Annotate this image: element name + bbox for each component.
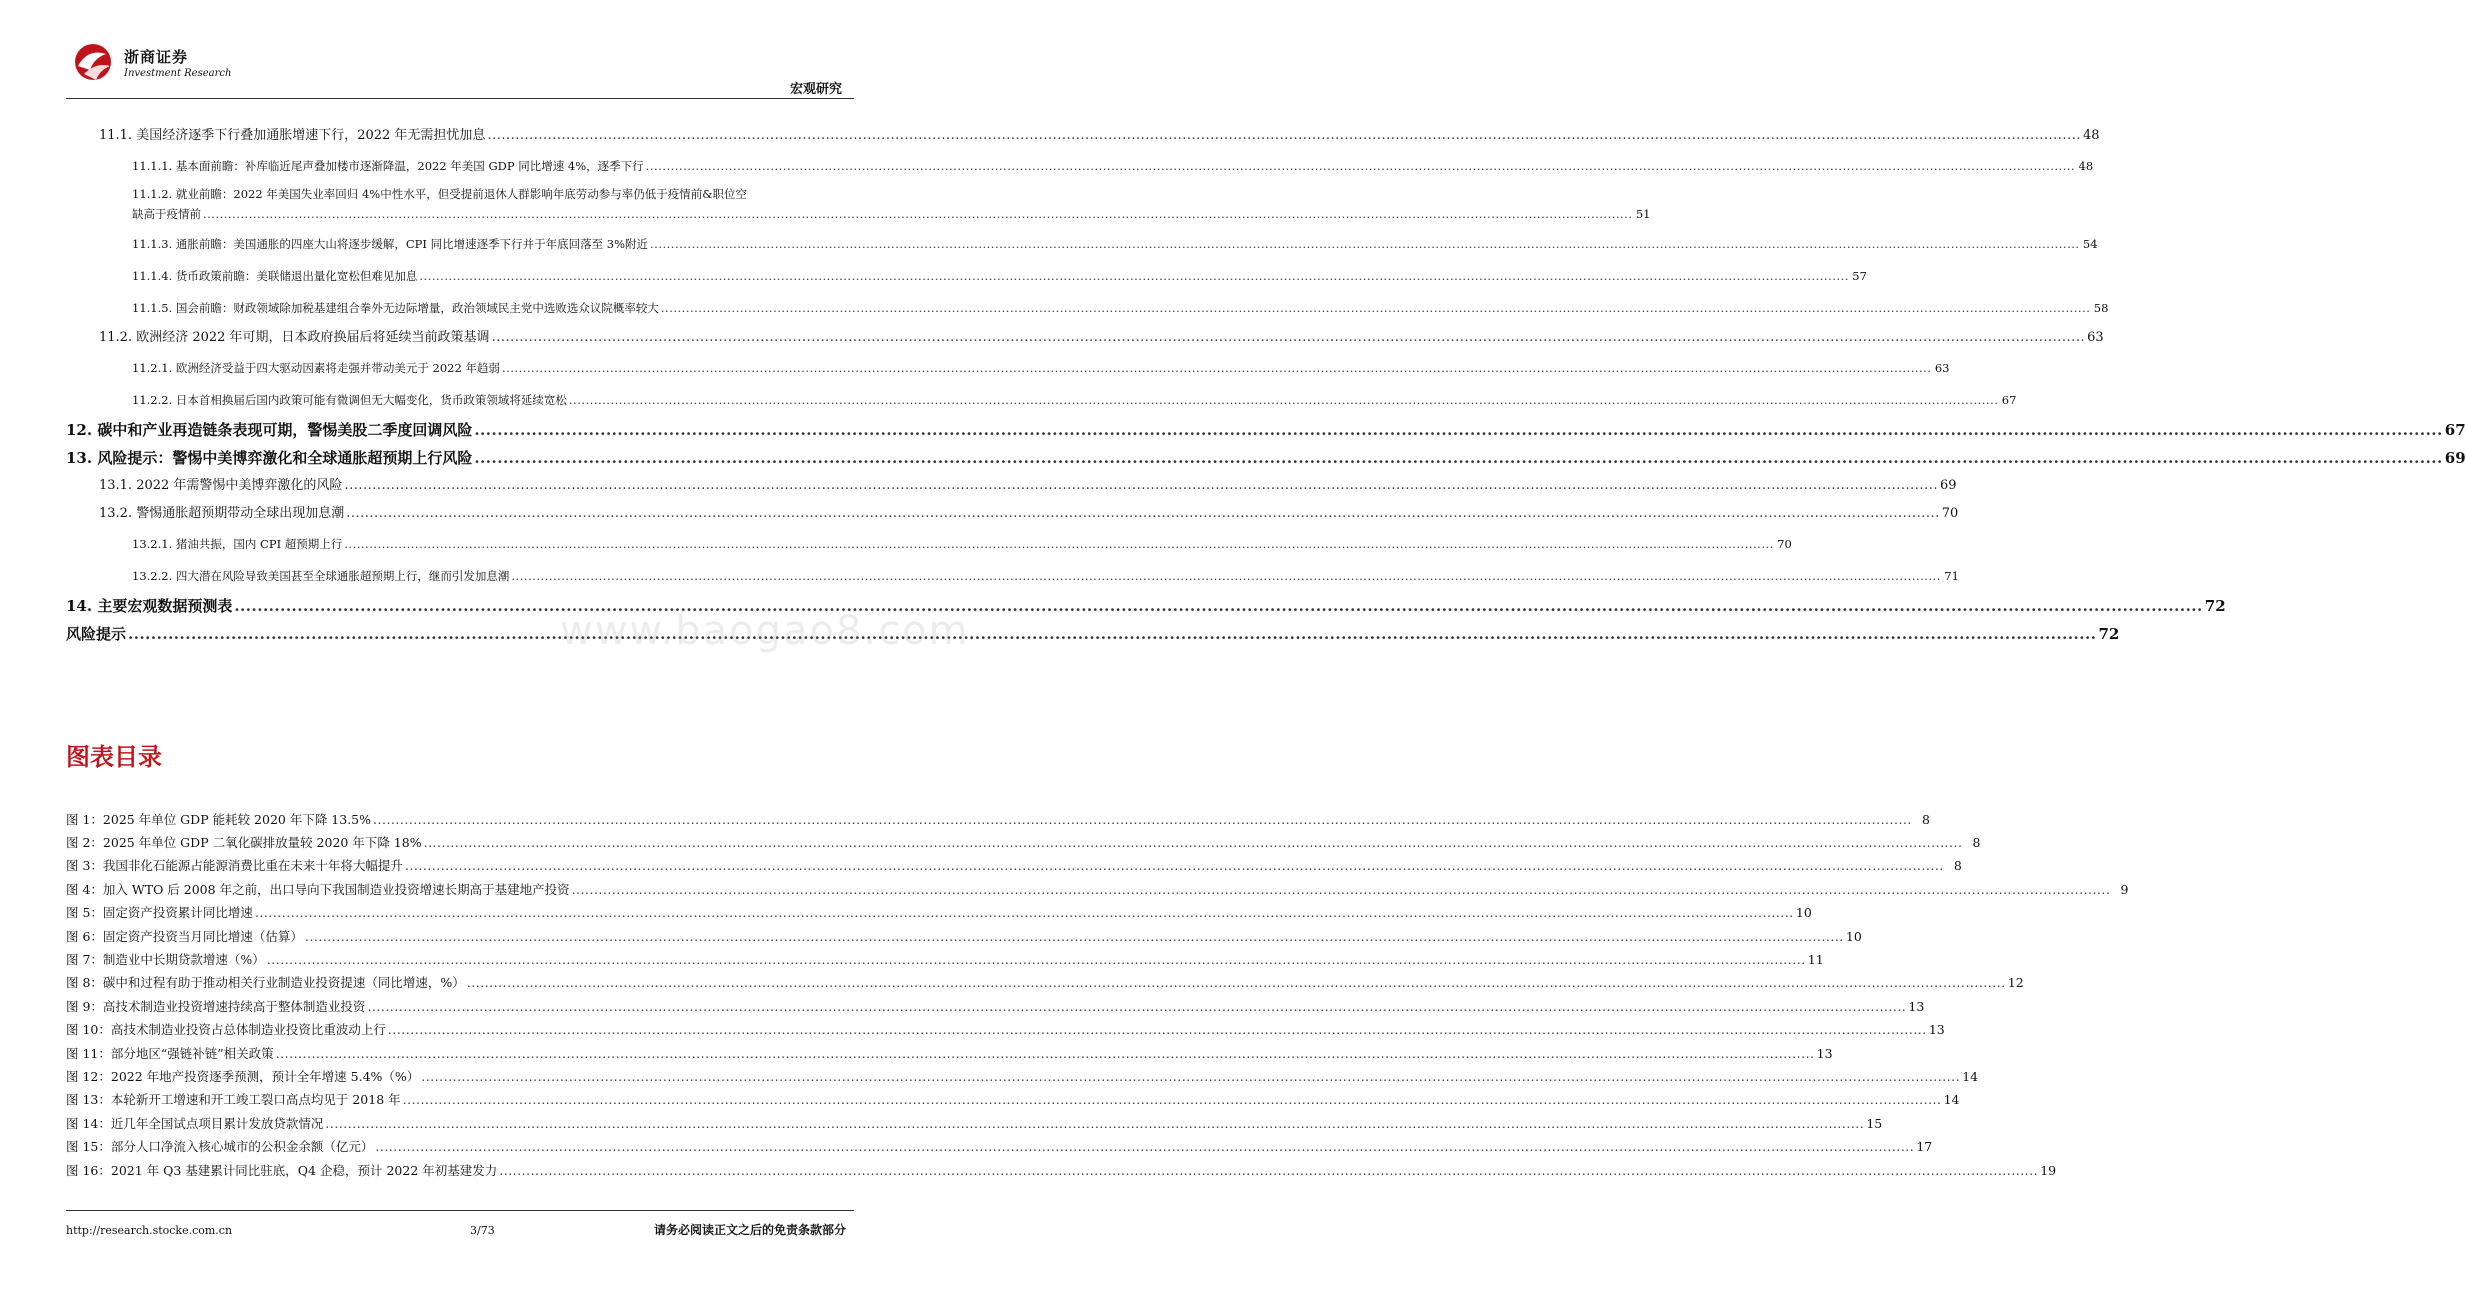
toc-entry-page: 48 bbox=[2082, 128, 2100, 143]
toc-entry-title: 11.2.1. 欧洲经济受益于四大驱动因素将走强并带动美元于 2022 年趋弱 bbox=[132, 361, 500, 375]
toc-entry-page: 14 bbox=[1943, 1092, 1960, 1108]
figure-entry[interactable] bbox=[66, 878, 2129, 901]
header-rule bbox=[66, 98, 854, 99]
toc-entry[interactable] bbox=[66, 228, 2098, 260]
footer-rule bbox=[66, 1210, 854, 1211]
leader-dots bbox=[650, 235, 2080, 253]
leader-dots bbox=[255, 904, 1794, 922]
leader-dots bbox=[373, 811, 1912, 829]
toc-entry-page: 57 bbox=[1852, 269, 1867, 283]
leader-dots bbox=[305, 928, 1844, 946]
figure-entry[interactable] bbox=[66, 995, 1925, 1018]
toc-entry-page: 67 bbox=[2444, 421, 2466, 439]
figure-entry[interactable] bbox=[66, 1042, 1833, 1065]
leader-dots bbox=[375, 1138, 1914, 1156]
toc-entry-page: 63 bbox=[1934, 361, 1950, 375]
toc-entry[interactable] bbox=[66, 184, 1651, 228]
toc-entry-page: 63 bbox=[2087, 330, 2104, 345]
toc-entry-page: 8 bbox=[1972, 835, 1981, 851]
footer-page-number: 3/73 bbox=[470, 1224, 495, 1237]
toc-entry-title: 图 2：2025 年单位 GDP 二氧化碳排放量较 2020 年下降 18% bbox=[66, 835, 422, 851]
toc-entry[interactable] bbox=[66, 416, 2466, 444]
toc-entry-title: 11.1.1. 基本面前瞻：补库临近尾声叠加楼市逐渐降温，2022 年美国 GDP 同比增速 4%，逐季下行 bbox=[132, 159, 644, 173]
leader-dots bbox=[646, 157, 2076, 175]
toc-entry-page: 10 bbox=[1845, 928, 1862, 944]
toc-entry-page: 13 bbox=[1816, 1045, 1833, 1061]
toc-entry-page: 19 bbox=[2040, 1162, 2057, 1178]
toc-entry-title: 13.2.1. 猪油共振，国内 CPI 超预期上行 bbox=[132, 537, 343, 551]
section-label: 宏观研究 bbox=[789, 82, 842, 97]
toc-entry-title: 13.2.2. 四大潜在风险导致美国甚至全球通胀超预期上行，继而引发加息潮 bbox=[132, 569, 510, 583]
toc-entry-page: 9 bbox=[2120, 881, 2129, 897]
toc-entry-title: 图 16：2021 年 Q3 基建累计同比驻底，Q4 企稳，预计 2022 年初基建发力 bbox=[66, 1162, 498, 1178]
leader-dots bbox=[344, 477, 1938, 495]
footer-url[interactable]: http://research.stocke.com.cn bbox=[66, 1224, 233, 1237]
toc-entry[interactable] bbox=[66, 560, 1959, 592]
leader-dots bbox=[511, 567, 1941, 585]
leader-dots bbox=[424, 834, 1963, 852]
toc-entry-title: 图 6：固定资产投资当月同比增速（估算） bbox=[66, 928, 303, 944]
leader-dots bbox=[499, 1162, 2038, 1180]
toc-entry-title: 图 5：固定资产投资累计同比增速 bbox=[66, 905, 253, 921]
toc-entry-page: 13 bbox=[1928, 1022, 1945, 1038]
figure-entry[interactable] bbox=[66, 808, 1930, 831]
toc-entry-title: 11.1.5. 国会前瞻：财政领域除加税基建组合拳外无边际增量，政治领域民主党中选败选众议院概率较大 bbox=[132, 301, 659, 315]
toc-entry-title: 11.2.2. 日本首相换届后国内政策可能有微调但无大幅变化，货币政策领域将延续宽松 bbox=[132, 393, 567, 407]
figure-entry[interactable] bbox=[66, 1019, 1945, 1042]
page-header bbox=[0, 0, 920, 100]
toc-entry-page: 58 bbox=[2093, 301, 2109, 315]
toc-entry[interactable] bbox=[66, 260, 1867, 292]
toc-entry-line2 bbox=[132, 204, 1651, 224]
toc-entry-title: 图 13：本轮新开工增速和开工竣工裂口高点均见于 2018 年 bbox=[66, 1092, 401, 1108]
figure-entry[interactable] bbox=[66, 925, 1862, 948]
stocke-logo-icon bbox=[68, 40, 118, 84]
toc-entry-title: 风险提示 bbox=[66, 625, 127, 643]
toc-entry-title: 12. 碳中和产业再造链条表现可期，警惕美股二季度回调风险 bbox=[66, 421, 473, 439]
toc-entry-title-cont: 缺高于疫情前 bbox=[132, 207, 201, 221]
toc-entry-page: 69 bbox=[2444, 449, 2466, 467]
figure-entry[interactable] bbox=[66, 1135, 1933, 1158]
toc-entry-title: 图 11：部分地区“强链补链”相关政策 bbox=[66, 1045, 274, 1061]
toc-entry-title: 图 1：2025 年单位 GDP 能耗较 2020 年下降 13.5% bbox=[66, 811, 372, 827]
toc-entry[interactable] bbox=[66, 122, 2100, 150]
toc-entry-page: 8 bbox=[1953, 858, 1962, 874]
brand-name: 浙商证券 bbox=[124, 48, 189, 66]
figure-entry[interactable] bbox=[66, 948, 1824, 971]
toc-entry-page: 70 bbox=[1941, 506, 1959, 521]
toc-entry-title: 13.1. 2022 年需警惕中美博弈激化的风险 bbox=[99, 478, 343, 493]
figure-entry[interactable] bbox=[66, 1112, 1883, 1135]
figure-entry[interactable] bbox=[66, 1065, 1979, 1088]
leader-dots bbox=[405, 857, 1944, 875]
toc-entry-page: 67 bbox=[2001, 393, 2017, 407]
toc-entry-page: 10 bbox=[1795, 905, 1812, 921]
figure-list bbox=[66, 808, 2129, 1182]
toc-entry-title: 11.1.4. 货币政策前瞻：美联储退出量化宽松但难见加息 bbox=[132, 269, 418, 283]
toc-entry-title: 图 7：制造业中长期贷款增速（%） bbox=[66, 952, 265, 968]
leader-dots bbox=[367, 998, 1906, 1016]
leader-dots bbox=[569, 391, 1999, 409]
toc-entry-title: 图 8：碳中和过程有助于推动相关行业制造业投资提速（同比增速，%） bbox=[66, 975, 465, 991]
toc-entry[interactable] bbox=[66, 528, 1792, 560]
footer-disclaimer: 请务必阅读正文之后的免责条款部分 bbox=[653, 1223, 846, 1237]
figures-title: 图表目录 bbox=[66, 743, 162, 771]
leader-dots bbox=[388, 1021, 1927, 1039]
toc-entry-title: 13.2. 警惕通胀超预期带动全球出现加息潮 bbox=[99, 506, 345, 521]
figure-entry[interactable] bbox=[66, 1159, 2057, 1182]
leader-dots bbox=[492, 329, 2086, 347]
figure-entry[interactable] bbox=[66, 855, 1962, 878]
leader-dots bbox=[467, 974, 2006, 992]
toc-entry[interactable] bbox=[66, 352, 1950, 384]
toc-entry-page: 48 bbox=[2078, 159, 2094, 173]
leader-dots bbox=[344, 535, 1774, 553]
toc-entry-title: 11.2. 欧洲经济 2022 年可期，日本政府换届后将延续当前政策基调 bbox=[99, 330, 490, 345]
figure-entry[interactable] bbox=[66, 1089, 1960, 1112]
toc-entry[interactable] bbox=[66, 384, 2017, 416]
toc-entry[interactable] bbox=[66, 472, 1957, 500]
toc-entry-page: 12 bbox=[2007, 975, 2024, 991]
figure-entry[interactable] bbox=[66, 972, 2024, 995]
toc-entry-page: 72 bbox=[2204, 597, 2226, 615]
leader-dots bbox=[325, 1115, 1864, 1133]
toc-entry-title: 13. 风险提示：警惕中美博弈激化和全球通胀超预期上行风险 bbox=[66, 449, 473, 467]
toc-entry-title: 图 4：加入 WTO 后 2008 年之前，出口导向下我国制造业投资增速长期高于基建地产投资 bbox=[66, 881, 570, 897]
leader-dots bbox=[474, 449, 2442, 467]
leader-dots bbox=[203, 204, 1633, 224]
figure-entry[interactable] bbox=[66, 902, 1812, 925]
toc-entry-title: 图 12：2022 年地产投资逐季预测，预计全年增速 5.4%（%） bbox=[66, 1068, 420, 1084]
leader-dots bbox=[276, 1045, 1815, 1063]
leader-dots bbox=[661, 299, 2091, 317]
toc-entry[interactable] bbox=[66, 444, 2466, 472]
toc-entry[interactable] bbox=[66, 292, 2109, 324]
toc-entry-title: 图 9：高技术制造业投资增速持续高于整体制造业投资 bbox=[66, 998, 366, 1014]
table-of-contents bbox=[66, 122, 2466, 648]
toc-entry-page: 51 bbox=[1635, 207, 1651, 221]
toc-entry[interactable] bbox=[66, 150, 2094, 182]
toc-entry[interactable] bbox=[66, 500, 1959, 528]
toc-entry-page: 70 bbox=[1777, 537, 1792, 551]
toc-entry-page: 14 bbox=[1962, 1068, 1979, 1084]
toc-entry-title: 11.1.3. 通胀前瞻：美国通胀的四座大山将逐步缓解，CPI 同比增速逐季下行并于年底回落至 3%附近 bbox=[132, 237, 649, 251]
toc-entry-title: 11.1.2. 就业前瞻：2022 年美国失业率回归 4%中性水平，但受提前退休人群影响年底劳动参与率仍低于疫情前&职位空 bbox=[132, 187, 747, 201]
leader-dots bbox=[346, 505, 1940, 523]
toc-entry-title: 图 3：我国非化石能源占能源消费比重在未来十年将大幅提升 bbox=[66, 858, 403, 874]
figure-entry[interactable] bbox=[66, 831, 1981, 854]
toc-entry[interactable] bbox=[66, 324, 2104, 352]
leader-dots bbox=[572, 881, 2111, 899]
toc-entry-page: 72 bbox=[2098, 625, 2120, 643]
leader-dots bbox=[234, 597, 2202, 615]
toc-entry-title: 14. 主要宏观数据预测表 bbox=[66, 597, 233, 615]
leader-dots bbox=[419, 267, 1849, 285]
toc-entry-page: 13 bbox=[1908, 998, 1925, 1014]
leader-dots bbox=[267, 951, 1806, 969]
toc-entry-title: 图 15：部分人口净流入核心城市的公积金余额（亿元） bbox=[66, 1139, 374, 1155]
toc-entry-page: 15 bbox=[1866, 1115, 1883, 1131]
leader-dots bbox=[128, 625, 2096, 643]
toc-entry-title: 11.1. 美国经济逐季下行叠加通胀增速下行，2022 年无需担忧加息 bbox=[99, 128, 486, 143]
toc-entry-page: 54 bbox=[2082, 237, 2098, 251]
toc-entry-title: 图 10：高技术制造业投资占总体制造业投资比重波动上行 bbox=[66, 1022, 386, 1038]
leader-dots bbox=[502, 359, 1932, 377]
watermark: www.baogao8.com bbox=[560, 608, 970, 654]
leader-dots bbox=[474, 421, 2442, 439]
leader-dots bbox=[403, 1091, 1942, 1109]
toc-entry-title: 图 14：近几年全国试点项目累计发放贷款情况 bbox=[66, 1115, 324, 1131]
leader-dots bbox=[487, 127, 2081, 145]
toc-entry-page: 71 bbox=[1944, 569, 1959, 583]
brand-subtitle: Investment Research bbox=[124, 68, 232, 79]
toc-entry-page: 8 bbox=[1921, 811, 1930, 827]
toc-entry-page: 17 bbox=[1916, 1139, 1933, 1155]
toc-entry-page: 69 bbox=[1939, 478, 1957, 493]
leader-dots bbox=[421, 1068, 1960, 1086]
toc-entry-page: 11 bbox=[1807, 952, 1824, 968]
